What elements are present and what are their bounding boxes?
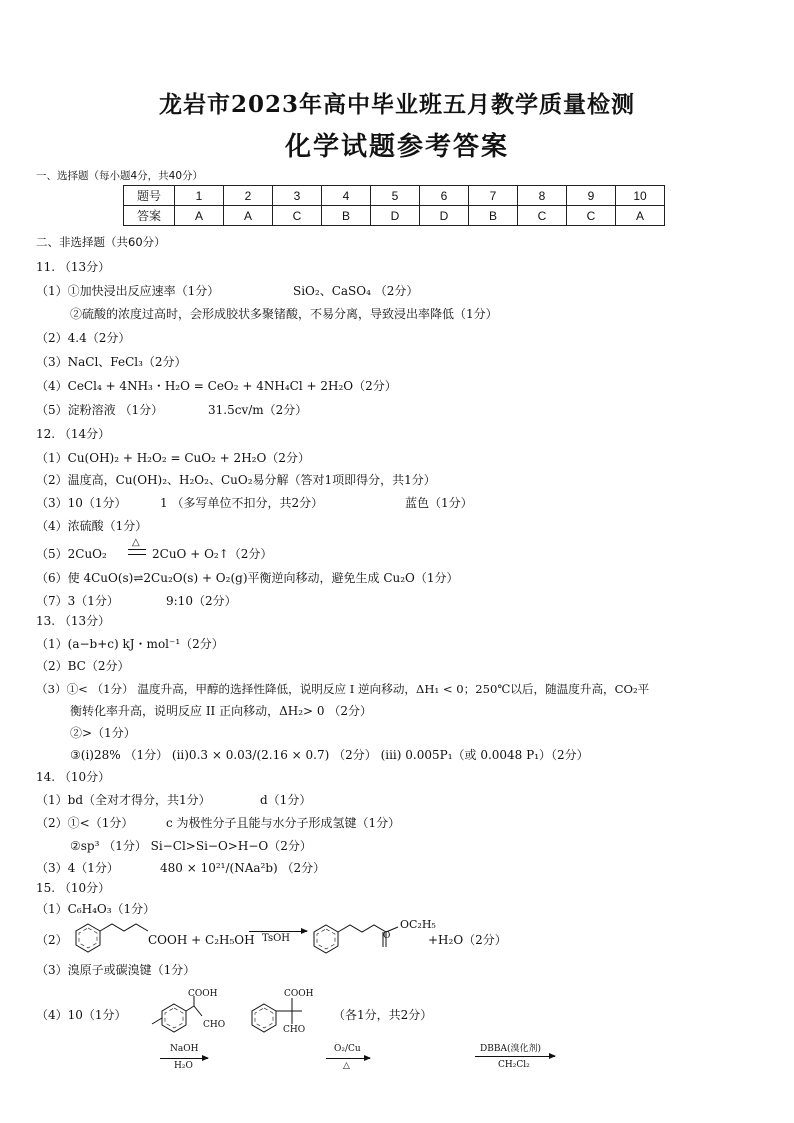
q11-answer-4: （4）CeCl₄ + 4NH₃・H₂O = CeO₂ + 4NH₄Cl + 2H₂O（2分）: [36, 379, 397, 393]
step2-condition: △: [343, 1061, 350, 1071]
answer-cell: A: [175, 206, 224, 226]
answer-cell: C: [567, 206, 616, 226]
page-title: 龙岩市2023年高中毕业班五月教学质量检测: [158, 91, 635, 118]
q15-answer-3: （3）溴原子或碳溴键（1分）: [36, 963, 196, 977]
q14-answer-2a: （2）①<（1分）: [36, 816, 134, 830]
q14-answer-2b: c 为极性分子且能与水分子形成氢键（1分）: [166, 816, 401, 830]
product-ethoxy-group: OC₂H₅: [400, 918, 436, 931]
isomer1-aldehyde: CHO: [203, 1020, 226, 1030]
q15-heading: 15. （10分）: [36, 881, 111, 895]
q11-answer-5b: 31.5cv/m（2分）: [208, 403, 308, 417]
answer-cell: C: [518, 206, 567, 226]
q11-heading: 11. （13分）: [36, 260, 111, 274]
heat-condition: △: [132, 537, 140, 548]
step3-arrow: [475, 1056, 555, 1057]
q12-answer-2: （2）温度高，Cu(OH)₂、H₂O₂、CuO₂易分解（答对1项即得分，共1分）: [36, 473, 436, 487]
step1-arrow: [160, 1058, 208, 1059]
page-subtitle: 化学试题参考答案: [284, 132, 509, 162]
q13-answer-1: （1）(a−b+c) kJ・mol⁻¹（2分）: [36, 637, 224, 651]
step2-reagent: O₂/Cu: [334, 1044, 361, 1054]
answer-cell: A: [224, 206, 273, 226]
table-answer-label: 答案: [124, 206, 175, 226]
step2-arrow: [326, 1058, 370, 1059]
isomer1-carboxyl: COOH: [188, 989, 218, 999]
q15-answer-2-tail: +H₂O（2分）: [428, 933, 507, 947]
answer-cell: A: [616, 206, 665, 226]
q12-heading: 12. （14分）: [36, 427, 111, 441]
answer-table: [123, 185, 665, 226]
answer-cell: C: [273, 206, 322, 226]
q11-answer-3: （3）NaCl、FeCl₃（2分）: [36, 355, 187, 369]
q14-answer-1b: d（1分）: [260, 793, 312, 807]
q11-answer-2: （2）4.4（2分）: [36, 331, 131, 345]
q12-answer-4: （4）浓硫酸（1分）: [36, 519, 148, 533]
step3-solvent: CH₂Cl₂: [498, 1060, 530, 1070]
answer-cell: B: [469, 206, 518, 226]
question-number: 4: [322, 186, 371, 206]
q12-answer-3b: 1 （多写单位不扣分，共2分）: [160, 496, 324, 510]
q15-answer-2-label: （2）: [36, 933, 68, 947]
q14-answer-2c: ②sp³ （1分） Si−Cl>Si−O>H−O（2分）: [70, 839, 312, 853]
step3-reagent: DBBA(溴化剂): [480, 1044, 541, 1054]
step1-solvent: H₂O: [174, 1061, 193, 1071]
part1-heading: 一、选择题（每小题4分，共40分）: [36, 170, 204, 182]
question-number: 5: [371, 186, 420, 206]
q12-answer-5a: （5）2CuO₂: [36, 547, 107, 561]
q13-answer-3d: ③(i)28% （1分） (ii)0.3 × 0.03/(2.16 × 0.7) （2分） (iii) 0.005P₁（或 0.0048 P₁）（2分）: [70, 748, 589, 762]
answer-cell: B: [322, 206, 371, 226]
answer-cell: D: [420, 206, 469, 226]
answer-cell: D: [371, 206, 420, 226]
q12-answer-7a: （7）3（1分）: [36, 594, 119, 608]
question-number: 9: [567, 186, 616, 206]
reaction-catalyst: TsOH: [262, 933, 290, 944]
q11-answer-1c: ②硫酸的浓度过高时，会形成胶状多聚锗酸，不易分离，导致浸出率降低（1分）: [70, 307, 498, 321]
q12-answer-5b: 2CuO + O₂↑（2分）: [152, 547, 273, 561]
q11-answer-1b: SiO₂、CaSO₄ （2分）: [293, 284, 419, 298]
q13-answer-3c: ②>（1分）: [70, 726, 136, 740]
q11-answer-5a: （5）淀粉溶液 （1分）: [36, 403, 164, 417]
q12-answer-3c: 蓝色（1分）: [405, 496, 473, 510]
part2-heading: 二、非选择题（共60分）: [36, 235, 166, 249]
step1-reagent: NaOH: [170, 1044, 199, 1054]
table-header-label: 题号: [124, 186, 175, 206]
q13-answer-3b: 衡转化率升高，说明反应 II 正向移动，ΔH₂> 0 （2分）: [70, 704, 373, 718]
q14-answer-1a: （1）bd（全对才得分，共1分）: [36, 793, 211, 807]
q14-answer-3b: 480 × 10²¹/(NAa²b) （2分）: [160, 861, 326, 875]
reaction-arrow: [249, 931, 307, 932]
question-number: 1: [175, 186, 224, 206]
isomer2-aldehyde: CHO: [283, 1025, 306, 1035]
benzene-ring-reactant: [72, 920, 150, 956]
q12-answer-3a: （3）10（1分）: [36, 496, 127, 510]
q13-answer-3a: （3）①< （1分） 温度升高，甲醇的选择性降低，说明反应 I 逆向移动，ΔH₁ < 0；250℃以后，随温度升高，CO₂平: [36, 682, 650, 696]
question-number: 3: [273, 186, 322, 206]
isomer2-carboxyl: COOH: [284, 989, 314, 999]
q12-answer-7b: 9:10（2分）: [166, 594, 237, 608]
q13-heading: 13. （13分）: [36, 614, 111, 628]
q11-answer-1a: （1）①加快浸出反应速率（1分）: [36, 284, 220, 298]
answer-table-header-row: [124, 186, 665, 206]
q12-answer-6: （6）使 4CuO(s)⇌2Cu₂O(s) + O₂(g)平衡逆向移动，避免生成 Cu₂O（1分）: [36, 571, 459, 585]
carbonyl-oxygen: O: [383, 931, 391, 941]
q14-answer-3a: （3）4（1分）: [36, 861, 119, 875]
q14-heading: 14. （10分）: [36, 770, 111, 784]
question-number: 6: [420, 186, 469, 206]
q15-answer-4a: （4）10（1分）: [36, 1008, 127, 1022]
reactant-formula: COOH + C₂H₅OH: [148, 933, 255, 947]
question-number: 2: [224, 186, 273, 206]
question-number: 8: [518, 186, 567, 206]
equals-sign: [128, 549, 146, 555]
answer-table-answer-row: [124, 206, 665, 226]
q12-answer-1: （1）Cu(OH)₂ + H₂O₂ = CuO₂ + 2H₂O（2分）: [36, 451, 310, 465]
q15-answer-4b: （各1分，共2分）: [333, 1008, 433, 1022]
q13-answer-2: （2）BC（2分）: [36, 659, 130, 673]
question-number: 10: [616, 186, 665, 206]
question-number: 7: [469, 186, 518, 206]
q15-answer-1: （1）C₆H₄O₃（1分）: [36, 902, 156, 916]
